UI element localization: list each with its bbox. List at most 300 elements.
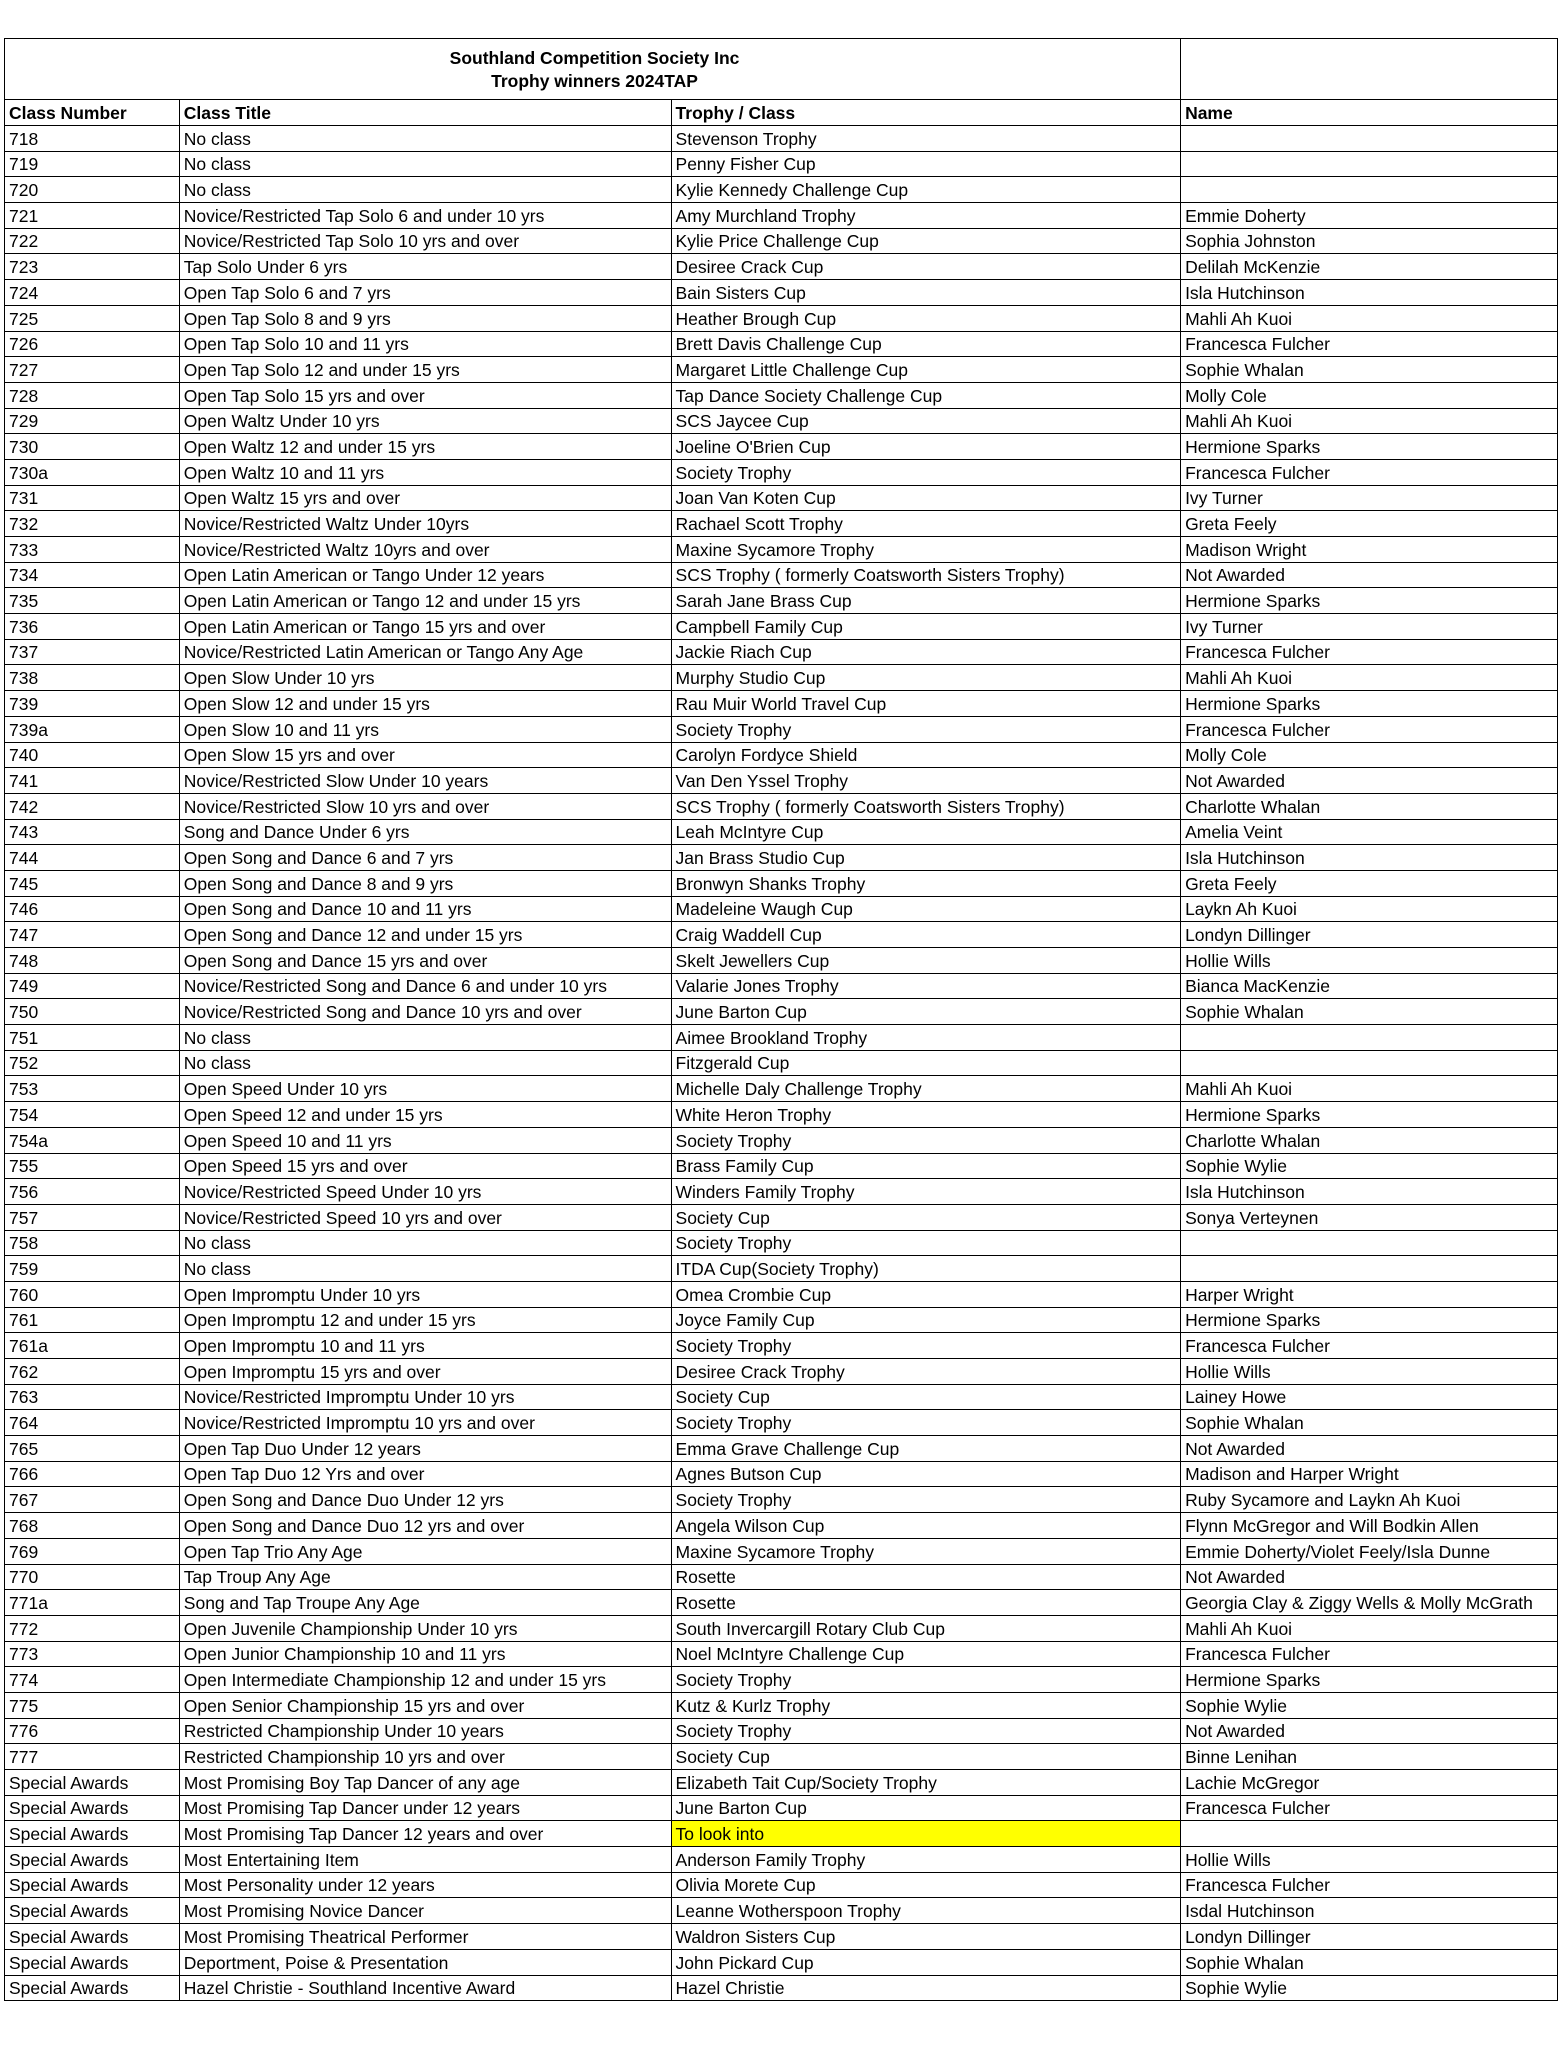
trophy-cell: Tap Dance Society Challenge Cup [671,382,1181,408]
class-title-cell: Most Promising Tap Dancer 12 years and over [179,1821,671,1847]
table-row [5,691,1558,717]
table-row [5,1384,1558,1410]
class-title-cell: No class [179,177,671,203]
table-row [5,1615,1558,1641]
class-title-cell: Open Speed 10 and 11 yrs [179,1127,671,1153]
class-title-cell: Open Tap Duo Under 12 years [179,1436,671,1462]
class-title-cell: No class [179,1025,671,1051]
trophy-cell: SCS Trophy ( formerly Coatsworth Sisters Trophy) [671,793,1181,819]
table-row [5,716,1558,742]
winner-name-cell: Binne Lenihan [1181,1744,1558,1770]
trophy-cell: Amy Murchland Trophy [671,203,1181,229]
trophy-cell: June Barton Cup [671,1795,1181,1821]
trophy-cell: Society Cup [671,1384,1181,1410]
class-title-cell: Open Tap Solo 6 and 7 yrs [179,280,671,306]
winner-name-cell: Francesca Fulcher [1181,331,1558,357]
trophy-cell: Penny Fisher Cup [671,151,1181,177]
class-number-cell: 735 [5,588,180,614]
table-row [5,562,1558,588]
winner-name-cell: Sophie Whalan [1181,999,1558,1025]
trophy-cell: Desiree Crack Cup [671,254,1181,280]
class-title-cell: Open Latin American or Tango 12 and under 15 yrs [179,588,671,614]
header-row [5,100,1558,126]
trophy-cell: Craig Waddell Cup [671,922,1181,948]
winner-name-cell [1181,177,1558,203]
trophy-cell: Maxine Sycamore Trophy [671,1538,1181,1564]
header-class-number: Class Number [5,100,180,126]
trophy-cell: Society Trophy [671,1487,1181,1513]
class-number-cell: 775 [5,1692,180,1718]
class-title-cell: Open Slow 12 and under 15 yrs [179,691,671,717]
class-number-cell: 747 [5,922,180,948]
class-number-cell: 767 [5,1487,180,1513]
class-number-cell: 760 [5,1281,180,1307]
class-title-cell: Novice/Restricted Tap Solo 10 yrs and over [179,228,671,254]
class-number-cell: 737 [5,639,180,665]
class-title-cell: Novice/Restricted Waltz Under 10yrs [179,511,671,537]
trophy-cell: Kutz & Kurlz Trophy [671,1692,1181,1718]
table-row [5,1333,1558,1359]
trophy-cell: Rau Muir World Travel Cup [671,691,1181,717]
class-title-cell: Novice/Restricted Latin American or Tango Any Age [179,639,671,665]
table-row [5,1410,1558,1436]
class-number-cell: 776 [5,1718,180,1744]
class-title-cell: Novice/Restricted Waltz 10yrs and over [179,537,671,563]
class-title-cell: Open Juvenile Championship Under 10 yrs [179,1615,671,1641]
class-title-cell: Open Slow Under 10 yrs [179,665,671,691]
winner-name-cell: Francesca Fulcher [1181,1795,1558,1821]
winner-name-cell: Isla Hutchinson [1181,845,1558,871]
class-number-cell: 742 [5,793,180,819]
winner-name-cell: Londyn Dillinger [1181,1924,1558,1950]
trophy-cell: Rosette [671,1564,1181,1590]
class-title-cell: Open Speed 15 yrs and over [179,1153,671,1179]
class-number-cell: Special Awards [5,1949,180,1975]
class-title-cell: Open Impromptu 15 yrs and over [179,1359,671,1385]
table-row [5,1924,1558,1950]
trophy-cell: Society Trophy [671,1127,1181,1153]
class-title-cell: Novice/Restricted Speed Under 10 yrs [179,1179,671,1205]
winner-name-cell: Ivy Turner [1181,485,1558,511]
class-number-cell: 731 [5,485,180,511]
trophy-cell: Murphy Studio Cup [671,665,1181,691]
table-row [5,1256,1558,1282]
class-number-cell: 759 [5,1256,180,1282]
table-row [5,1667,1558,1693]
table-row [5,1795,1558,1821]
winner-name-cell: Sonya Verteynen [1181,1204,1558,1230]
trophy-cell: June Barton Cup [671,999,1181,1025]
table-row [5,1847,1558,1873]
trophy-cell: Joan Van Koten Cup [671,485,1181,511]
title-empty-cell [1181,39,1558,100]
class-number-cell: 754a [5,1127,180,1153]
class-title-cell: Open Tap Solo 12 and under 15 yrs [179,357,671,383]
class-number-cell: Special Awards [5,1770,180,1796]
table-row [5,1975,1558,2001]
trophy-cell: Stevenson Trophy [671,126,1181,152]
winner-name-cell [1181,151,1558,177]
trophy-cell: Emma Grave Challenge Cup [671,1436,1181,1462]
class-title-cell: Open Impromptu Under 10 yrs [179,1281,671,1307]
table-row [5,1564,1558,1590]
class-number-cell: 753 [5,1076,180,1102]
class-number-cell: 724 [5,280,180,306]
table-row [5,742,1558,768]
class-title-cell: Open Song and Dance 15 yrs and over [179,948,671,974]
class-title-cell: Open Waltz 12 and under 15 yrs [179,434,671,460]
table-row [5,511,1558,537]
class-number-cell: 746 [5,896,180,922]
table-row [5,768,1558,794]
class-title-cell: Novice/Restricted Speed 10 yrs and over [179,1204,671,1230]
class-number-cell: 739 [5,691,180,717]
table-row [5,1025,1558,1051]
class-number-cell: 738 [5,665,180,691]
class-number-cell: 748 [5,948,180,974]
class-title-cell: Novice/Restricted Tap Solo 6 and under 10 yrs [179,203,671,229]
class-number-cell: 743 [5,819,180,845]
class-number-cell: 752 [5,1050,180,1076]
class-number-cell: Special Awards [5,1847,180,1873]
trophy-cell: Bain Sisters Cup [671,280,1181,306]
class-number-cell: 750 [5,999,180,1025]
class-title-cell: Novice/Restricted Slow Under 10 years [179,768,671,794]
class-number-cell: 771a [5,1590,180,1616]
class-title-cell: Open Junior Championship 10 and 11 yrs [179,1641,671,1667]
table-row [5,639,1558,665]
trophy-cell: Society Trophy [671,459,1181,485]
class-title-cell: Open Waltz Under 10 yrs [179,408,671,434]
trophy-cell: Carolyn Fordyce Shield [671,742,1181,768]
class-title-cell: Novice/Restricted Song and Dance 10 yrs and over [179,999,671,1025]
class-title-cell: Open Tap Solo 10 and 11 yrs [179,331,671,357]
trophy-cell: To look into [671,1821,1181,1847]
table-row [5,228,1558,254]
trophy-cell: Anderson Family Trophy [671,1847,1181,1873]
class-title-cell: Novice/Restricted Impromptu 10 yrs and over [179,1410,671,1436]
class-title-cell: No class [179,151,671,177]
table-row [5,408,1558,434]
trophy-cell: Society Cup [671,1204,1181,1230]
trophy-cell: Society Trophy [671,1718,1181,1744]
class-number-cell: 758 [5,1230,180,1256]
class-title-cell: Song and Dance Under 6 yrs [179,819,671,845]
table-row [5,1153,1558,1179]
winner-name-cell: Not Awarded [1181,1564,1558,1590]
winner-name-cell: Sophie Wylie [1181,1975,1558,2001]
class-number-cell: 725 [5,305,180,331]
table-row [5,1872,1558,1898]
class-number-cell: 774 [5,1667,180,1693]
table-row [5,382,1558,408]
trophy-cell: Olivia Morete Cup [671,1872,1181,1898]
table-row [5,1102,1558,1128]
class-title-cell: Open Tap Trio Any Age [179,1538,671,1564]
class-title-cell: Most Entertaining Item [179,1847,671,1873]
table-row [5,1436,1558,1462]
table-row [5,177,1558,203]
trophy-cell: Omea Crombie Cup [671,1281,1181,1307]
table-row [5,1770,1558,1796]
winner-name-cell: Greta Feely [1181,511,1558,537]
class-title-cell: Open Tap Solo 15 yrs and over [179,382,671,408]
winner-name-cell: Mahli Ah Kuoi [1181,1076,1558,1102]
class-number-cell: 777 [5,1744,180,1770]
table-row [5,1744,1558,1770]
class-number-cell: 723 [5,254,180,280]
sheet-subtitle: Trophy winners 2024TAP [491,71,698,91]
class-number-cell: 727 [5,357,180,383]
table-row [5,357,1558,383]
winner-name-cell: Sophia Johnston [1181,228,1558,254]
class-number-cell: 726 [5,331,180,357]
class-title-cell: Restricted Championship 10 yrs and over [179,1744,671,1770]
table-row [5,1050,1558,1076]
trophy-cell: Rosette [671,1590,1181,1616]
class-number-cell: 734 [5,562,180,588]
class-title-cell: Most Promising Tap Dancer under 12 years [179,1795,671,1821]
class-number-cell: 754 [5,1102,180,1128]
table-row [5,1127,1558,1153]
header-class-title: Class Title [179,100,671,126]
trophy-cell: Hazel Christie [671,1975,1181,2001]
class-number-cell: 763 [5,1384,180,1410]
class-title-cell: Open Tap Duo 12 Yrs and over [179,1461,671,1487]
winner-name-cell: Mahli Ah Kuoi [1181,408,1558,434]
class-number-cell: 720 [5,177,180,203]
table-row [5,305,1558,331]
trophy-cell: Heather Brough Cup [671,305,1181,331]
class-number-cell: 733 [5,537,180,563]
class-title-cell: No class [179,1230,671,1256]
winner-name-cell: Mahli Ah Kuoi [1181,665,1558,691]
trophy-winners-table [4,38,1558,2001]
class-number-cell: 741 [5,768,180,794]
class-number-cell: 730a [5,459,180,485]
table-row [5,973,1558,999]
winner-name-cell: Not Awarded [1181,768,1558,794]
class-number-cell: 740 [5,742,180,768]
winner-name-cell: Bianca MacKenzie [1181,973,1558,999]
table-row [5,331,1558,357]
class-title-cell: No class [179,1050,671,1076]
class-title-cell: Open Intermediate Championship 12 and under 15 yrs [179,1667,671,1693]
table-row [5,1949,1558,1975]
table-row [5,1359,1558,1385]
class-title-cell: Song and Tap Troupe Any Age [179,1590,671,1616]
winner-name-cell: Amelia Veint [1181,819,1558,845]
winner-name-cell: Sophie Wylie [1181,1153,1558,1179]
class-title-cell: Novice/Restricted Song and Dance 6 and under 10 yrs [179,973,671,999]
winner-name-cell: Hermione Sparks [1181,1102,1558,1128]
winner-name-cell: Sophie Wylie [1181,1692,1558,1718]
winner-name-cell: Hollie Wills [1181,1359,1558,1385]
winner-name-cell: Not Awarded [1181,1718,1558,1744]
table-row [5,1718,1558,1744]
class-title-cell: Open Song and Dance 12 and under 15 yrs [179,922,671,948]
winner-name-cell: Francesca Fulcher [1181,459,1558,485]
winner-name-cell: Not Awarded [1181,1436,1558,1462]
trophy-cell: Waldron Sisters Cup [671,1924,1181,1950]
trophy-cell: Sarah Jane Brass Cup [671,588,1181,614]
class-number-cell: 744 [5,845,180,871]
class-number-cell: 772 [5,1615,180,1641]
class-title-cell: Open Song and Dance Duo 12 yrs and over [179,1513,671,1539]
trophy-cell: Skelt Jewellers Cup [671,948,1181,974]
trophy-cell: Society Cup [671,1744,1181,1770]
winner-name-cell: Isdal Hutchinson [1181,1898,1558,1924]
table-row [5,280,1558,306]
class-number-cell: Special Awards [5,1872,180,1898]
class-title-cell: Open Tap Solo 8 and 9 yrs [179,305,671,331]
winner-name-cell: Londyn Dillinger [1181,922,1558,948]
class-title-cell: Open Impromptu 12 and under 15 yrs [179,1307,671,1333]
winner-name-cell: Charlotte Whalan [1181,793,1558,819]
class-number-cell: Special Awards [5,1898,180,1924]
table-row [5,896,1558,922]
trophy-cell: Aimee Brookland Trophy [671,1025,1181,1051]
header-name: Name [1181,100,1558,126]
table-row [5,254,1558,280]
trophy-cell: Fitzgerald Cup [671,1050,1181,1076]
trophy-cell: Society Trophy [671,716,1181,742]
trophy-cell: Joyce Family Cup [671,1307,1181,1333]
table-row [5,819,1558,845]
trophy-cell: Rachael Scott Trophy [671,511,1181,537]
winner-name-cell: Francesca Fulcher [1181,1333,1558,1359]
table-row [5,1179,1558,1205]
table-body [5,126,1558,2001]
class-number-cell: 728 [5,382,180,408]
title-cell [5,39,1181,100]
class-title-cell: Most Promising Theatrical Performer [179,1924,671,1950]
class-number-cell: 739a [5,716,180,742]
table-row [5,1230,1558,1256]
table-row [5,1590,1558,1616]
table-row [5,485,1558,511]
class-number-cell: 757 [5,1204,180,1230]
table-row [5,1898,1558,1924]
class-number-cell: 766 [5,1461,180,1487]
winner-name-cell: Sophie Whalan [1181,1949,1558,1975]
class-number-cell: 730 [5,434,180,460]
winner-name-cell: Emmie Doherty/Violet Feely/Isla Dunne [1181,1538,1558,1564]
winner-name-cell: Francesca Fulcher [1181,1872,1558,1898]
winner-name-cell: Hermione Sparks [1181,1307,1558,1333]
trophy-cell: Bronwyn Shanks Trophy [671,870,1181,896]
winner-name-cell: Francesca Fulcher [1181,1641,1558,1667]
trophy-cell: Brett Davis Challenge Cup [671,331,1181,357]
winner-name-cell: Hermione Sparks [1181,691,1558,717]
trophy-cell: Campbell Family Cup [671,614,1181,640]
table-row [5,1821,1558,1847]
winner-name-cell: Emmie Doherty [1181,203,1558,229]
table-row [5,1307,1558,1333]
table-row [5,459,1558,485]
class-title-cell: Open Song and Dance Duo Under 12 yrs [179,1487,671,1513]
trophy-cell: South Invercargill Rotary Club Cup [671,1615,1181,1641]
winner-name-cell: Ruby Sycamore and Laykn Ah Kuoi [1181,1487,1558,1513]
class-title-cell: No class [179,1256,671,1282]
winner-name-cell: Laykn Ah Kuoi [1181,896,1558,922]
class-number-cell: 770 [5,1564,180,1590]
class-number-cell: 749 [5,973,180,999]
table-row [5,870,1558,896]
class-title-cell: Most Promising Boy Tap Dancer of any age [179,1770,671,1796]
table-row [5,1538,1558,1564]
trophy-cell: Society Trophy [671,1230,1181,1256]
winner-name-cell: Not Awarded [1181,562,1558,588]
class-number-cell: 719 [5,151,180,177]
class-number-cell: 761a [5,1333,180,1359]
winner-name-cell: Mahli Ah Kuoi [1181,305,1558,331]
winner-name-cell: Sophie Whalan [1181,357,1558,383]
winner-name-cell: Hermione Sparks [1181,588,1558,614]
trophy-cell: Elizabeth Tait Cup/Society Trophy [671,1770,1181,1796]
winner-name-cell: Madison Wright [1181,537,1558,563]
class-title-cell: Hazel Christie - Southland Incentive Award [179,1975,671,2001]
winner-name-cell: Hermione Sparks [1181,434,1558,460]
class-number-cell: 768 [5,1513,180,1539]
winner-name-cell: Charlotte Whalan [1181,1127,1558,1153]
title-row [5,39,1558,100]
trophy-cell: Joeline O'Brien Cup [671,434,1181,460]
class-number-cell: 722 [5,228,180,254]
table-row [5,1204,1558,1230]
class-number-cell: 769 [5,1538,180,1564]
class-title-cell: Open Song and Dance 10 and 11 yrs [179,896,671,922]
trophy-cell: Desiree Crack Trophy [671,1359,1181,1385]
winner-name-cell: Hollie Wills [1181,1847,1558,1873]
winner-name-cell: Mahli Ah Kuoi [1181,1615,1558,1641]
class-title-cell: Open Latin American or Tango 15 yrs and over [179,614,671,640]
trophy-cell: Kylie Kennedy Challenge Cup [671,177,1181,203]
trophy-cell: Winders Family Trophy [671,1179,1181,1205]
trophy-cell: Michelle Daly Challenge Trophy [671,1076,1181,1102]
class-number-cell: 732 [5,511,180,537]
class-title-cell: Open Slow 15 yrs and over [179,742,671,768]
trophy-cell: Jan Brass Studio Cup [671,845,1181,871]
class-number-cell: 765 [5,1436,180,1462]
class-number-cell: 736 [5,614,180,640]
trophy-cell: Society Trophy [671,1333,1181,1359]
table-row [5,1487,1558,1513]
trophy-cell: Margaret Little Challenge Cup [671,357,1181,383]
class-number-cell: 729 [5,408,180,434]
class-number-cell: 773 [5,1641,180,1667]
winner-name-cell: Madison and Harper Wright [1181,1461,1558,1487]
class-title-cell: Open Speed Under 10 yrs [179,1076,671,1102]
class-number-cell: 755 [5,1153,180,1179]
trophy-cell: Valarie Jones Trophy [671,973,1181,999]
class-title-cell: Open Impromptu 10 and 11 yrs [179,1333,671,1359]
trophy-cell: Kylie Price Challenge Cup [671,228,1181,254]
class-title-cell: Novice/Restricted Impromptu Under 10 yrs [179,1384,671,1410]
trophy-cell: Agnes Butson Cup [671,1461,1181,1487]
winner-name-cell: Sophie Whalan [1181,1410,1558,1436]
winner-name-cell: Isla Hutchinson [1181,1179,1558,1205]
class-number-cell: Special Awards [5,1795,180,1821]
winner-name-cell: Delilah McKenzie [1181,254,1558,280]
class-title-cell: No class [179,126,671,152]
class-title-cell: Open Waltz 15 yrs and over [179,485,671,511]
table-row [5,665,1558,691]
table-row [5,126,1558,152]
table-row [5,1076,1558,1102]
trophy-cell: Jackie Riach Cup [671,639,1181,665]
class-number-cell: Special Awards [5,1821,180,1847]
